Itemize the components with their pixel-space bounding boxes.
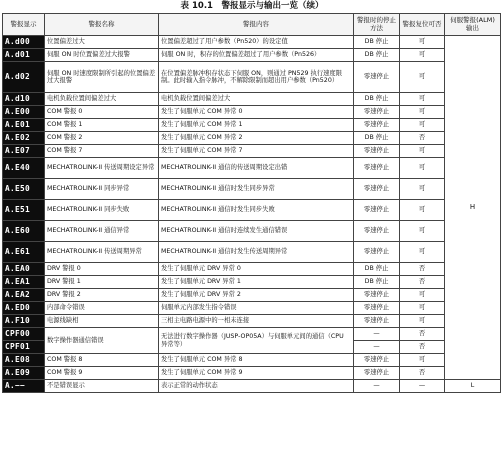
table-row xyxy=(3,302,501,315)
reset-cell: 可 xyxy=(400,158,445,179)
stop-method-cell: 零速停止 xyxy=(354,315,400,328)
alarm-code-cell: A.−− xyxy=(3,380,45,393)
reset-cell: 否 xyxy=(400,263,445,276)
alm-output-merged-cell: H xyxy=(445,36,501,380)
reset-cell: 否 xyxy=(400,341,445,354)
table-row xyxy=(3,354,501,367)
header-content: 警报内容 xyxy=(159,14,354,36)
alarm-code-cell: A.E02 xyxy=(3,132,45,145)
reset-cell: 否 xyxy=(400,132,445,145)
stop-method-cell: 零速停止 xyxy=(354,302,400,315)
alarm-code-cell: A.E07 xyxy=(3,145,45,158)
table-body xyxy=(3,36,501,393)
alarm-name-cell: COM 警报 8 xyxy=(45,354,159,367)
stop-method-cell: 零速停止 xyxy=(354,221,400,242)
stop-method-cell: 零速停止 xyxy=(354,158,400,179)
table-row xyxy=(3,158,501,179)
alarm-content-cell: MECHATROLINK-II 通信时发生传送周期异常 xyxy=(159,242,354,263)
alarm-content-cell: 发生了伺服单元 COM 异常 0 xyxy=(159,106,354,119)
alarm-code-cell: A.E40 xyxy=(3,158,45,179)
stop-method-cell: — xyxy=(354,328,400,341)
stop-method-cell: 零速停止 xyxy=(354,242,400,263)
header-name: 警报名称 xyxy=(45,14,159,36)
table-row xyxy=(3,380,501,393)
reset-cell: 可 xyxy=(400,36,445,49)
stop-method-cell: DB 停止 xyxy=(354,93,400,106)
alarm-content-cell: 伺服单元内部发生指令错误 xyxy=(159,302,354,315)
reset-cell: 可 xyxy=(400,289,445,302)
stop-method-cell: 零速停止 xyxy=(354,145,400,158)
alarm-content-cell: 发生了伺服单元 DRV 异常 2 xyxy=(159,289,354,302)
reset-cell: 可 xyxy=(400,119,445,132)
alm-output-cell: L xyxy=(445,380,501,393)
table-row xyxy=(3,367,501,380)
header-alm-output: 伺服警报(ALM)输出 xyxy=(445,14,501,36)
alarm-name-cell: 内部命令错误 xyxy=(45,302,159,315)
table-row xyxy=(3,263,501,276)
reset-cell: 可 xyxy=(400,221,445,242)
alarm-table xyxy=(2,13,501,393)
alarm-name-cell: 电机负载位置间偏差过大 xyxy=(45,93,159,106)
table-row xyxy=(3,328,501,341)
table-row xyxy=(3,179,501,200)
alarm-content-cell: MECHATROLINK-II 通信时连续发生通信错误 xyxy=(159,221,354,242)
alarm-code-cell: A.F10 xyxy=(3,315,45,328)
alarm-content-cell: MECHATROLINK-II 通信时发生同步异常 xyxy=(159,179,354,200)
alarm-name-cell: DRV 警报 0 xyxy=(45,263,159,276)
stop-method-cell: 零速停止 xyxy=(354,106,400,119)
header-stop-method: 警报时的停止方法 xyxy=(354,14,400,36)
reset-cell: 可 xyxy=(400,315,445,328)
alarm-code-cell: CPF00 xyxy=(3,328,45,341)
alarm-content-cell: 在位置偏差脉冲积存状态下伺服 ON，则通过 PN529 执行速度限制。此时输入指令脉冲，不解除限制而超出用户参数（Pn520） xyxy=(159,62,354,93)
alarm-name-cell: 伺服 ON 时速度限制所引起的位置偏差过大报警 xyxy=(45,62,159,93)
table-row xyxy=(3,93,501,106)
alarm-code-cell: A.E60 xyxy=(3,221,45,242)
table-row xyxy=(3,242,501,263)
stop-method-cell: DB 停止 xyxy=(354,36,400,49)
alarm-content-cell: 发生了伺服单元 COM 异常 2 xyxy=(159,132,354,145)
reset-cell: 可 xyxy=(400,200,445,221)
alarm-content-cell: 发生了伺服单元 COM 异常 1 xyxy=(159,119,354,132)
alarm-content-cell: 三相主电路电源中的一相未连接 xyxy=(159,315,354,328)
stop-method-cell: DB 停止 xyxy=(354,263,400,276)
alarm-content-cell: 发生了伺服单元 COM 异常 8 xyxy=(159,354,354,367)
alarm-name-cell: COM 警报 1 xyxy=(45,119,159,132)
alarm-code-cell: A.d10 xyxy=(3,93,45,106)
reset-cell: 可 xyxy=(400,145,445,158)
table-row xyxy=(3,106,501,119)
alarm-content-cell: MECHATROLINK-II 通信时发生同步失败 xyxy=(159,200,354,221)
alarm-name-cell: COM 警报 0 xyxy=(45,106,159,119)
header-code: 警报显示 xyxy=(3,14,45,36)
alarm-name-cell: COM 警报 9 xyxy=(45,367,159,380)
table-row xyxy=(3,132,501,145)
alarm-content-cell: 发生了伺服单元 DRV 异常 0 xyxy=(159,263,354,276)
table-row xyxy=(3,119,501,132)
table-row xyxy=(3,315,501,328)
stop-method-cell: DB 停止 xyxy=(354,132,400,145)
table-row xyxy=(3,289,501,302)
alarm-code-cell: A.E51 xyxy=(3,200,45,221)
alarm-content-cell: 电机负载位置间偏差过大 xyxy=(159,93,354,106)
alarm-name-cell: 电源线缺相 xyxy=(45,315,159,328)
stop-method-cell: 零速停止 xyxy=(354,119,400,132)
reset-cell: — xyxy=(400,380,445,393)
alarm-name-cell: 不是错误显示 xyxy=(45,380,159,393)
alarm-code-cell: A.d02 xyxy=(3,62,45,93)
reset-cell: 否 xyxy=(400,367,445,380)
alarm-code-cell: A.E01 xyxy=(3,119,45,132)
stop-method-cell: — xyxy=(354,341,400,354)
stop-method-cell: 零速停止 xyxy=(354,200,400,221)
stop-method-cell: 零速停止 xyxy=(354,179,400,200)
table-row xyxy=(3,276,501,289)
stop-method-cell: 零速停止 xyxy=(354,367,400,380)
reset-cell: 可 xyxy=(400,242,445,263)
reset-cell: 可 xyxy=(400,93,445,106)
table-row xyxy=(3,145,501,158)
alarm-code-cell: CPF01 xyxy=(3,341,45,354)
alarm-content-cell: 无法进行数字操作器（JUSP-OP05A）与伺服单元间的通信（CPU 异常等） xyxy=(159,328,354,354)
alarm-name-cell: MECHATROLINK-II 同步失败 xyxy=(45,200,159,221)
alarm-content-cell: 表示正常的动作状态 xyxy=(159,380,354,393)
stop-method-cell: DB 停止 xyxy=(354,276,400,289)
alarm-name-cell: MECHATROLINK-II 传送周期异常 xyxy=(45,242,159,263)
alarm-code-cell: A.E00 xyxy=(3,106,45,119)
stop-method-cell: 零速停止 xyxy=(354,354,400,367)
stop-method-cell: DB 停止 xyxy=(354,49,400,62)
table-row xyxy=(3,200,501,221)
header-reset: 警报复位可否 xyxy=(400,14,445,36)
table-row xyxy=(3,36,501,49)
stop-method-cell: — xyxy=(354,380,400,393)
alarm-name-cell: COM 警报 7 xyxy=(45,145,159,158)
table-row xyxy=(3,49,501,62)
alarm-content-cell: 发生了伺服单元 COM 异常 9 xyxy=(159,367,354,380)
reset-cell: 可 xyxy=(400,179,445,200)
alarm-content-cell: 发生了伺服单元 COM 异常 7 xyxy=(159,145,354,158)
reset-cell: 可 xyxy=(400,49,445,62)
reset-cell: 否 xyxy=(400,276,445,289)
reset-cell: 可 xyxy=(400,106,445,119)
alarm-name-cell: MECHATROLINK-II 传送周期设定异常 xyxy=(45,158,159,179)
header-row xyxy=(3,14,501,36)
alarm-name-cell: MECHATROLINK-II 通信异常 xyxy=(45,221,159,242)
alarm-content-cell: 发生了伺服单元 DRV 异常 1 xyxy=(159,276,354,289)
alarm-code-cell: A.d00 xyxy=(3,36,45,49)
reset-cell: 可 xyxy=(400,354,445,367)
alarm-content-cell: 伺服 ON 时，积存的位置偏差超过了用户参数（Pn526） xyxy=(159,49,354,62)
alarm-name-cell: DRV 警报 2 xyxy=(45,289,159,302)
table-row xyxy=(3,62,501,93)
table-title: 表 10.1 警报显示与输出一览（续） xyxy=(180,1,324,11)
reset-cell: 否 xyxy=(400,328,445,341)
alarm-code-cell: A.ED0 xyxy=(3,302,45,315)
alarm-code-cell: A.E09 xyxy=(3,367,45,380)
alarm-code-cell: A.E08 xyxy=(3,354,45,367)
alarm-code-cell: A.E61 xyxy=(3,242,45,263)
reset-cell: 可 xyxy=(400,62,445,93)
alarm-name-cell: 伺服 ON 时位置偏差过大报警 xyxy=(45,49,159,62)
alarm-name-cell: MECHATROLINK-II 同步异常 xyxy=(45,179,159,200)
alarm-code-cell: A.EA0 xyxy=(3,263,45,276)
reset-cell: 可 xyxy=(400,302,445,315)
table-row xyxy=(3,221,501,242)
alarm-code-cell: A.EA2 xyxy=(3,289,45,302)
alarm-code-cell: A.d01 xyxy=(3,49,45,62)
alarm-content-cell: 位置偏差超过了用户参数（Pn520）的设定值 xyxy=(159,36,354,49)
alarm-name-cell: 位置偏差过大 xyxy=(45,36,159,49)
alarm-content-cell: MECHATROLINK-II 通信的传送周期设定出错 xyxy=(159,158,354,179)
alarm-name-cell: DRV 警报 1 xyxy=(45,276,159,289)
alarm-name-cell: COM 警报 2 xyxy=(45,132,159,145)
alarm-name-cell: 数字操作器通信错误 xyxy=(45,328,159,354)
alarm-code-cell: A.E50 xyxy=(3,179,45,200)
stop-method-cell: 零速停止 xyxy=(354,289,400,302)
alarm-code-cell: A.EA1 xyxy=(3,276,45,289)
stop-method-cell: 零速停止 xyxy=(354,62,400,93)
